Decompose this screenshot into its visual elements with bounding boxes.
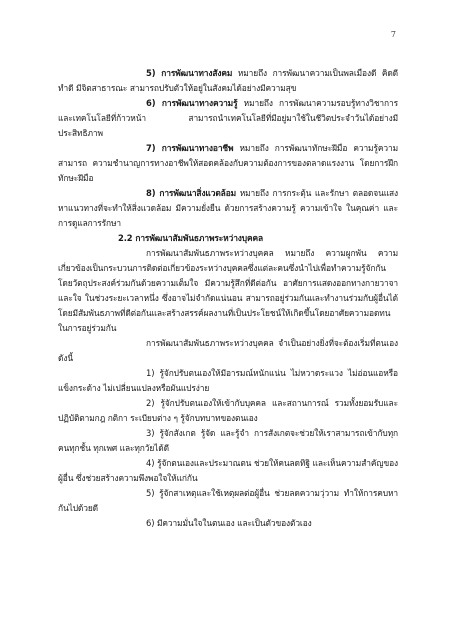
list-item: 2) รู้จักปรับตนเองให้เข้ากับบุคคล และสถานการณ์ รวมทั้งยอมรับและปฏิบัติตามกฎ กติกา ระเบียบต่าง ๆ รู้จักบทบาทของตนเอง [58, 398, 398, 423]
list-item: 1) รู้จักปรับตนเองให้มีอารมณ์หนักแน่น ไม่หวาดระแวง ไม่อ่อนแอหรือแข็งกระด้าง ไม่เปลี่ยนแปลงหรือผันแปรง่าย [58, 368, 398, 393]
paragraph-text: หมายถึง การพัฒนาทักษะฝีมือ ความรู้ความสามารถ ความชำนาญการทางอาชีพให้สอดคล้องกับความต้องการของตลาดแรงงาน โดยการฝึกทักษะฝีมือ [58, 143, 398, 183]
paragraph-knowledge-development [58, 96, 398, 141]
list-item: 3) รู้จักสังเกต รู้จัด และรู้จำ การสังเกตจะช่วยให้เราสามารถเข้ากับทุกคนทุกชั้น ทุกเพศ และทุกวัยได้ดี [58, 428, 398, 453]
paragraph-lead: 5) การพัฒนาทางสังคม [146, 68, 233, 78]
page-number: 7 [390, 30, 396, 39]
document-body [58, 66, 398, 531]
paragraph-environment-development [58, 186, 398, 231]
paragraph-lead: 6) การพัฒนาทางความรู้ [146, 98, 238, 108]
paragraph-text: หมายถึง การกระตุ้น และรักษา ตลอดจนแสงหาแนวทางที่จะทำให้สิ่งแวดล้อม มีความยั่งยืน ด้วยการสร้างความรู้ ความเข้าใจ ในคุณค่า และการดูแลการรักษา [58, 188, 399, 228]
paragraph-lead: 8) การพัฒนาสิ่งแวดล้อม [146, 188, 237, 198]
paragraph-social-development [58, 66, 398, 96]
section-heading: 2.2 การพัฒนาสัมพันธภาพระหว่างบุคคล [118, 233, 264, 243]
paragraph-intro: การพัฒนาสัมพันธภาพระหว่างบุคคล หมายถึง ความผูกพัน ความเกี่ยวข้องเป็นกระบวนการติดต่อเกี่ยวข้องระหว่างบุคคลซึ่งแต่ละคนซึ่งนำไปเพื่อทำความรู้จักกันโดยวัตถุประสงค์ร่วมกันด้วยความเต็มใจ มีความรู้สึกที่ดีต่อกัน อาศัยการแสดงออกทางกายวาจา และใจ ในช่วงระยะเวลาหนึ่ง ซึ่งอาจไม่จำกัดแน่นอน สามารถอยู่ร่วมกันและทำงานร่วมกับผู้อื่นได้ โดยมีสัมพันธภาพที่ดีต่อกันและสร้างสรรค์ผลงานที่เป็นประโยชน์ให้เกิดขึ้นโดยอาศัยความอดทนในการอยู่ร่วมกัน [58, 248, 398, 333]
paragraph-lead: 7) การพัฒนาทางอาชีพ [146, 143, 234, 153]
list-item: 4) รู้จักตนเองและประมาณตน ช่วยให้คนลดทิฐิ และเห็นความสำคัญของผู้อื่น ซึ่งช่วยสร้างความพึงพอใจให้แก่กัน [58, 458, 398, 483]
paragraph-text: หมายถึง การพัฒนาความเป็นพลเมืองดี คิดดี ทำดี มีจิตสาธารณะ สามารถปรับตัวให้อยู่ในสังคมได้อย่างมีความสุข [58, 68, 399, 93]
paragraph-text: หมายถึง การพัฒนาความรอบรู้ทางวิชาการ และเทคโนโลยีที่ก้าวหน้า สามารถนำเทคโนโลยีที่มีอยู่มาใช้ในชีวิตประจำวันได้อย่างมีประสิทธิภาพ [58, 98, 398, 138]
paragraph-career-development [58, 141, 398, 186]
list-item: 6) มีความมั่นใจในตนเอง และเป็นตัวของตัวเอง [146, 518, 312, 528]
list-item: 5) รู้จักสาเหตุและใช้เหตุผลต่อผู้อื่น ช่วยลดความวุ่วาม ทำให้การคบหากันไปด้วยดี [58, 488, 398, 513]
paragraph-intro-2: การพัฒนาสัมพันธภาพระหว่างบุคคล จำเป็นอย่างยิ่งที่จะต้องเริ่มที่ตนเองดังนี้ [58, 338, 398, 363]
